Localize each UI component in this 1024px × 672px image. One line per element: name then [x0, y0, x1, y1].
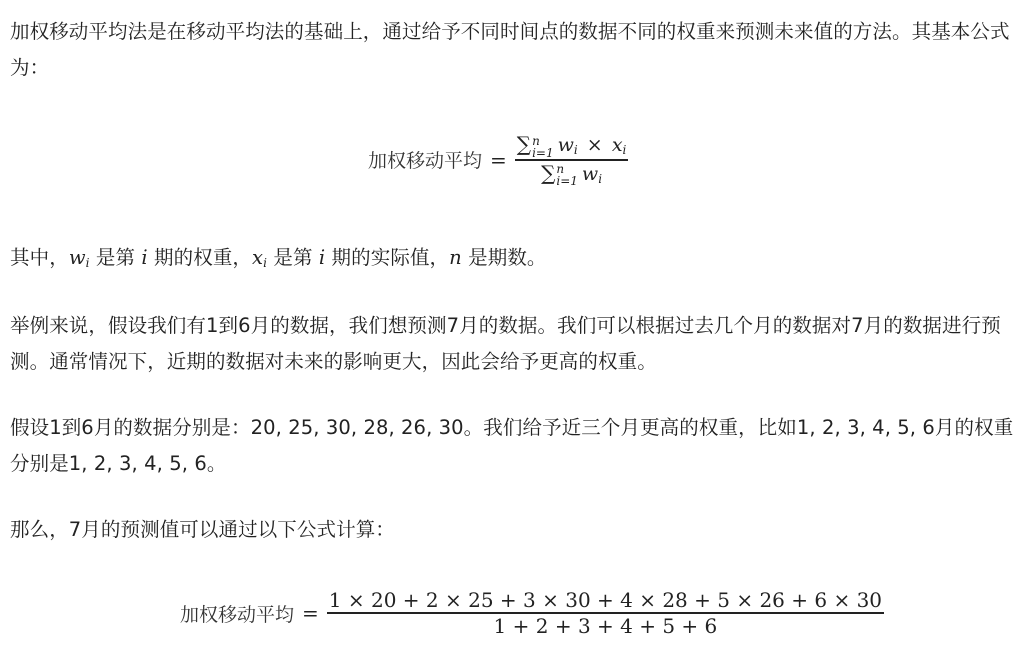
definition-paragraph — [10, 240, 1020, 281]
text-segment: 期的实际值， — [325, 246, 450, 269]
text-segment: 是第 — [89, 246, 142, 269]
formula-numerator: 1 × 20 + 2 × 25 + 3 × 30 + 4 × 28 + 5 × 26 + 6 × 30 — [328, 588, 883, 612]
sum-symbol: ∑ — [516, 132, 532, 156]
formula-equals: = — [302, 601, 319, 625]
formula-general — [368, 132, 628, 187]
text-segment: 是期数。 — [461, 246, 547, 269]
index-variable: i — [141, 246, 148, 269]
sum-symbol: ∑ — [541, 160, 556, 185]
formula-fraction — [515, 132, 629, 187]
weight-symbol: w — [581, 162, 599, 185]
times-symbol: × — [586, 134, 603, 156]
value-variable: x — [252, 246, 264, 269]
text-segment: 其中， — [10, 246, 69, 269]
sum-lower: i=1 — [556, 174, 578, 188]
weight-variable-subscript: i — [85, 256, 90, 270]
data-paragraph: 假设1到6月的数据分别是：20, 25, 30, 28, 26, 30。我们给予近三个月更高的权重，比如1, 2, 3, 4, 5, 6月的权重分别是1, 2, 3, 4, 5, 6。 — [10, 416, 1014, 475]
weight-symbol: w — [557, 134, 574, 156]
sum-upper: n — [556, 162, 565, 176]
index-variable: i — [318, 246, 326, 269]
weight-subscript: i — [598, 171, 603, 186]
value-subscript: i — [622, 143, 627, 157]
formula-lhs: 加权移动平均 — [180, 603, 295, 626]
weight-subscript: i — [573, 143, 578, 157]
formula-calculation — [180, 588, 884, 638]
value-variable-subscript: i — [263, 256, 268, 270]
formula-numerator — [515, 132, 629, 159]
text-segment: 期的权重， — [147, 246, 253, 269]
formula-equals: = — [490, 147, 507, 172]
weight-variable: w — [68, 246, 86, 269]
formula-denominator: 1 + 2 + 3 + 4 + 5 + 6 — [493, 614, 718, 638]
formula-fraction — [327, 588, 884, 638]
intro-paragraph: 加权移动平均法是在移动平均法的基础上，通过给予不同时间点的数据不同的权重来预测未来值的方法。其基本公式为： — [10, 20, 1010, 79]
sum-limits — [556, 163, 578, 187]
calculation-intro-paragraph: 那么，7月的预测值可以通过以下公式计算： — [10, 518, 395, 541]
formula-lhs: 加权移动平均 — [368, 150, 483, 172]
formula-denominator — [539, 161, 604, 188]
value-symbol: x — [611, 134, 623, 156]
text-segment: 是第 — [267, 246, 319, 269]
sum-lower: i=1 — [532, 145, 554, 160]
example-paragraph: 举例来说，假设我们有1到6月的数据，我们想预测7月的数据。我们可以根据过去几个月的数据对7月的数据进行预测。通常情况下，近期的数据对未来的影响更大，因此会给予更高的权重。 — [10, 314, 1001, 373]
period-count-variable: n — [449, 246, 462, 269]
sum-limits — [532, 135, 554, 159]
sum-upper: n — [532, 133, 540, 148]
